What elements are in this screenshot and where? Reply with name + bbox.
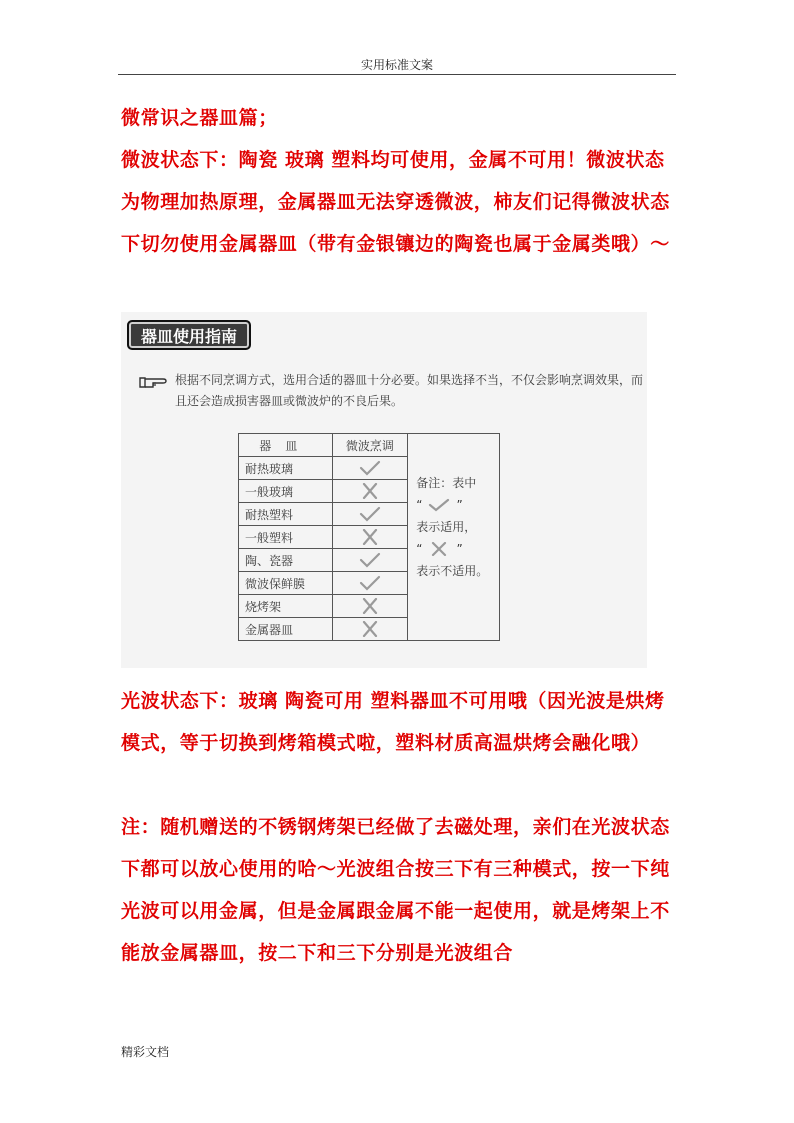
dish-name: 耐热玻璃 (239, 457, 333, 480)
unsuitable-mark (332, 480, 408, 503)
check-icon (358, 575, 382, 591)
quote-open: “ (416, 542, 423, 556)
quote-close: ” (456, 542, 463, 556)
cross-icon (358, 483, 382, 499)
check-icon (358, 506, 382, 522)
page-header: 实用标准文案 (360, 58, 433, 72)
cross-icon (358, 621, 382, 637)
suitable-mark (332, 572, 408, 595)
note-line-2: 表示适用， (416, 520, 477, 534)
unsuitable-mark (332, 526, 408, 549)
paragraph-lightwave: 光波状态下：玻璃 陶瓷可用 塑料器皿不可用哦（因光波是烘烤模式，等于切换到烤箱模式啦，塑料材质高温烘烤会融化哦） (121, 690, 665, 754)
cross-icon (358, 598, 382, 614)
column-header-microwave: 微波烹调 (332, 434, 408, 457)
table-note (408, 434, 500, 641)
page-footer: 精彩文档 (121, 1045, 170, 1059)
dish-name: 一般塑料 (239, 526, 333, 549)
figure-title: 器皿使用指南 (127, 320, 251, 350)
table-header-row (239, 434, 500, 457)
suitable-mark (332, 457, 408, 480)
dish-name: 金属器皿 (239, 618, 333, 641)
header-divider (118, 74, 676, 75)
note-line-1: 备注：表中 (416, 476, 477, 490)
figure-intro-text: 根据不同烹调方式，选用合适的器皿十分必要。如果选择不当，不仅会影响烹调效果，而且还会造成损害器皿或微波炉的不良后果。 (175, 373, 644, 408)
cross-icon (358, 529, 382, 545)
quote-close: ” (456, 498, 463, 512)
dish-name: 一般玻璃 (239, 480, 333, 503)
dish-guide-figure (121, 312, 647, 668)
check-icon (428, 498, 450, 512)
paragraph-heading: 微常识之器皿篇； (121, 107, 278, 129)
unsuitable-mark (332, 618, 408, 641)
note-check-legend (416, 494, 462, 516)
note-line-3: 表示不适用。 (416, 564, 489, 578)
check-icon (358, 552, 382, 568)
paragraph-note: 注：随机赠送的不锈钢烤架已经做了去磁处理，亲们在光波状态下都可以放心使用的哈～光波组合按三下有三种模式，按一下纯光波可以用金属，但是金属跟金属不能一起使用，就是烤架上不能放金属器皿，按二下和三下分别是光波组合 (121, 816, 670, 964)
dish-table (238, 433, 500, 641)
note-cross-legend (416, 538, 462, 560)
paragraph-microwave: 微波状态下：陶瓷 玻璃 塑料均可使用，金属不可用！微波状态为物理加热原理，金属器皿无法穿透微波，柿友们记得微波状态下切勿使用金属器皿（带有金银镶边的陶瓷也属于金属类哦）～ (121, 149, 670, 255)
suitable-mark (332, 503, 408, 526)
suitable-mark (332, 549, 408, 572)
quote-open: “ (416, 498, 423, 512)
pointing-hand-icon (139, 374, 167, 390)
dish-name: 耐热塑料 (239, 503, 333, 526)
check-icon (358, 460, 382, 476)
dish-name: 陶、瓷器 (239, 549, 333, 572)
column-header-dish: 器皿 (239, 434, 333, 457)
dish-name: 微波保鲜膜 (239, 572, 333, 595)
cross-icon (428, 542, 450, 556)
unsuitable-mark (332, 595, 408, 618)
dish-name: 烧烤架 (239, 595, 333, 618)
